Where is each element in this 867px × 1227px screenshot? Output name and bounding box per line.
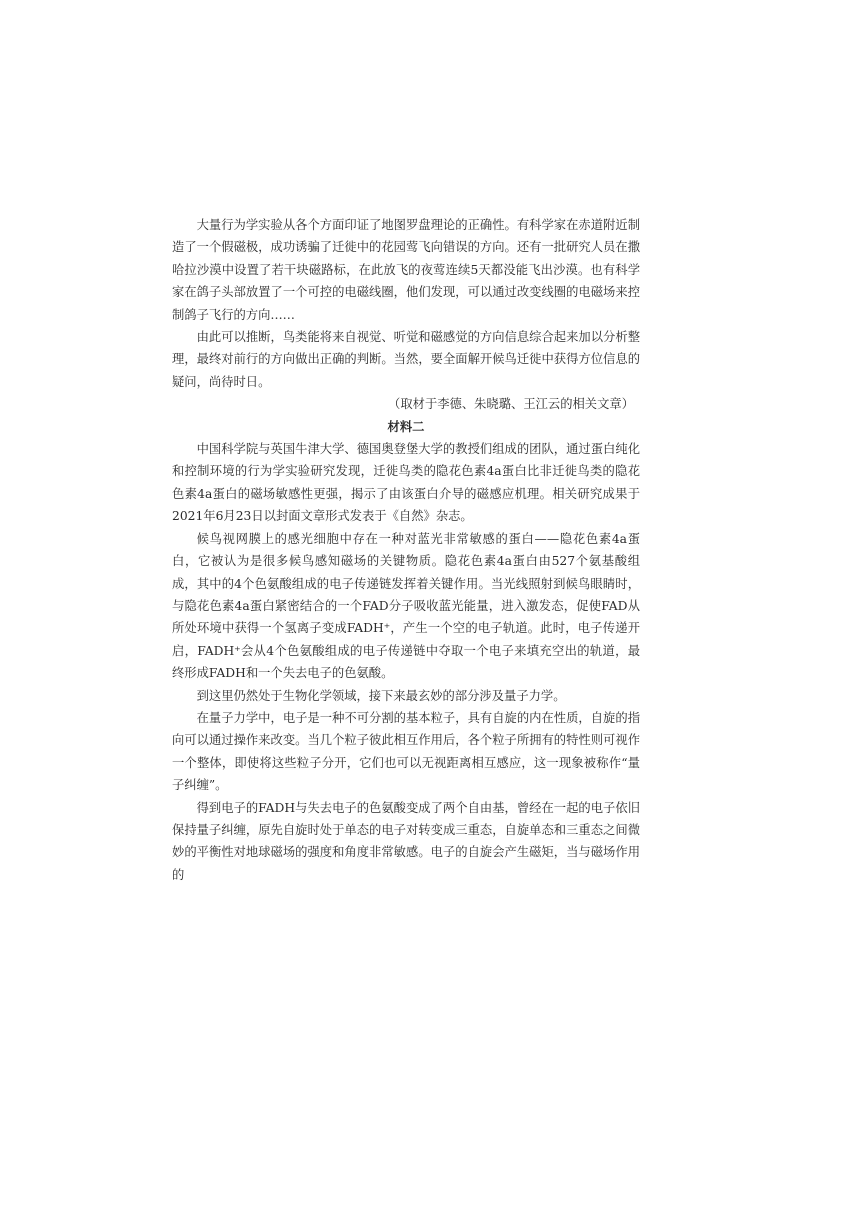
- section-heading: 材料二: [387, 418, 425, 434]
- paragraph: 候鸟视网膜上的感光细胞中存在一种对蓝光非常敏感的蛋白——隐花色素4a蛋白，它被认为是很多候鸟感知磁场的关键物质。隐花色素4a蛋白由527个氨基酸组成，其中的4个色氨酸组成的电子传递链发挥着关键作用。当光线照射到候鸟眼睛时，与隐花色素4a蛋白紧密结合的一个FAD分子吸收蓝光能量，进入激发态，促使FAD从所处环境中获得一个氢离子变成FADH⁺，产生一个空的电子轨道。此时，电子传递开启，FADH⁺会从4个色氨酸组成的电子传递链中夺取一个电子来填充空出的轨道，最终形成FADH和一个失去电子的色氨酸。: [172, 531, 640, 681]
- paragraph: 中国科学院与英国牛津大学、德国奥登堡大学的教授们组成的团队，通过蛋白纯化和控制环境的行为学实验研究发现，迁徙鸟类的隐花色素4a蛋白比非迁徙鸟类的隐花色素4a蛋白的磁场敏感性更强，揭示了由该蛋白介导的磁感应机理。相关研究成果于2021年6月23日以封面文章形式发表于《自然》杂志。: [172, 442, 640, 524]
- paragraph: 到这里仍然处于生物化学领域，接下来最玄妙的部分涉及量子力学。: [196, 688, 566, 703]
- paragraph: 由此可以推断，鸟类能将来自视觉、听觉和磁感觉的方向信息综合起来加以分析整理，最终对前行的方向做出正确的判断。当然，要全面解开候鸟迁徙中获得方位信息的疑问，尚待时日。: [172, 330, 640, 389]
- paragraph: 得到电子的FADH与失去电子的色氨酸变成了两个自由基，曾经在一起的电子依旧保持量子纠缠，原先自旋时处于单态的电子对转变成三重态，自旋单态和三重态之间微妙的平衡性对地球磁场的强度和角度非常敏感。电子的自旋会产生磁矩，当与磁场作用的: [172, 800, 640, 882]
- paragraph: 在量子力学中，电子是一种不可分割的基本粒子，具有自旋的内在性质，自旋的指向可以通过操作来改变。当几个粒子彼此相互作用后，各个粒子所拥有的特性则可视作一个整体，即使将这些粒子分开，它们也可以无视距离相互感应，这一现象被称作“量子纠缠”。: [172, 710, 640, 793]
- source-note: （取材于李德、朱晓璐、王江云的相关文章）: [388, 397, 634, 412]
- document-body: [172, 214, 640, 886]
- paragraph: 大量行为学实验从各个方面印证了地图罗盘理论的正确性。有科学家在赤道附近制造了一个假磁极，成功诱骗了迁徙中的花园莺飞向错误的方向。还有一批研究人员在撒哈拉沙漠中设置了若干块磁路标，在此放飞的夜莺连续5天都没能飞出沙漠。也有科学家在鸽子头部放置了一个可控的电磁线圈，他们发现，可以通过改变线圈的电磁场来控制鸽子飞行的方向……: [172, 218, 640, 322]
